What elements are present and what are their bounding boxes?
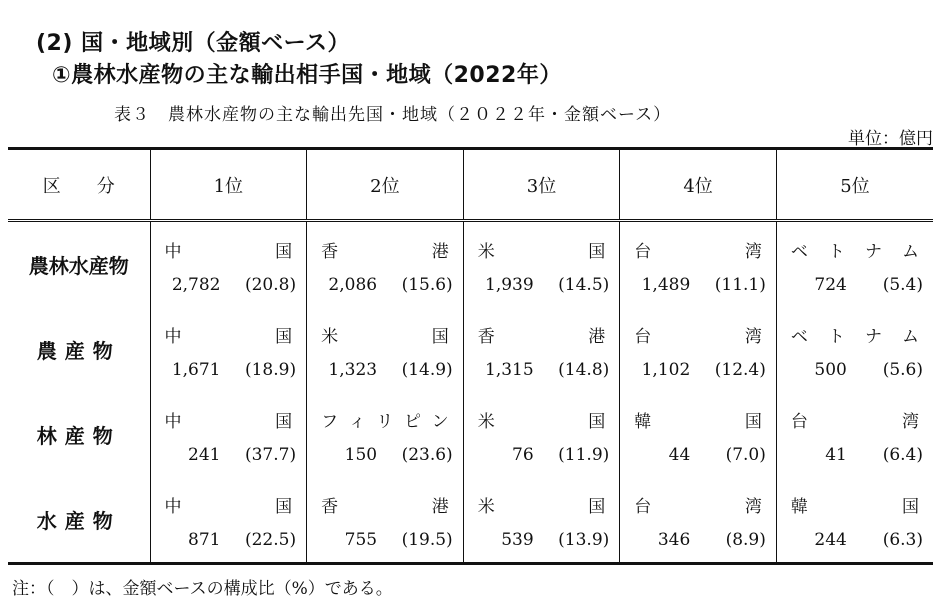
country-name: 香 港 bbox=[477, 327, 606, 347]
rank-cell bbox=[150, 221, 307, 308]
table-caption: 表３ 農林水産物の主な輸出先国・地域（２０２２年・金額ベース） bbox=[114, 105, 672, 125]
rank-cell bbox=[620, 221, 777, 308]
header-rank-5: 5位 bbox=[776, 149, 933, 221]
country-name: 香 港 bbox=[321, 242, 449, 262]
header-rank-1: 1位 bbox=[150, 149, 307, 221]
export-value: 244 bbox=[814, 530, 847, 550]
export-value: 1,489 bbox=[641, 275, 691, 295]
country-name: 台 湾 bbox=[634, 327, 762, 347]
export-value: 1,671 bbox=[171, 360, 221, 380]
export-value: 500 bbox=[814, 360, 847, 380]
share-percent: (6.4) bbox=[882, 445, 923, 465]
row-label: 農産物 bbox=[36, 339, 121, 363]
country-name: 米 国 bbox=[321, 327, 449, 347]
share-percent: (12.4) bbox=[714, 360, 766, 380]
rank-cell bbox=[150, 477, 307, 564]
rank-cell bbox=[307, 307, 464, 392]
rank-cell bbox=[463, 392, 620, 477]
country-name: 米 国 bbox=[477, 412, 606, 432]
row-label: 農林水産物 bbox=[28, 254, 129, 278]
header-rank-3: 3位 bbox=[463, 149, 620, 221]
header-row bbox=[8, 149, 933, 221]
export-value: 2,086 bbox=[328, 275, 378, 295]
table-row bbox=[8, 392, 933, 477]
export-value: 76 bbox=[512, 445, 534, 465]
share-percent: (14.9) bbox=[401, 360, 453, 380]
share-percent: (20.8) bbox=[244, 275, 297, 295]
rank-cell bbox=[150, 392, 307, 477]
rank-cell bbox=[150, 307, 307, 392]
rank-cell bbox=[620, 477, 777, 564]
unit-label: 単位：億円 bbox=[848, 129, 933, 149]
export-value: 1,323 bbox=[328, 360, 378, 380]
export-value: 241 bbox=[188, 445, 221, 465]
subsection-title: ①農林水産物の主な輸出相手国・地域（2022年） bbox=[52, 63, 562, 88]
rank-cell bbox=[776, 307, 933, 392]
country-name: 香 港 bbox=[321, 497, 449, 517]
country-name: 中 国 bbox=[164, 327, 293, 347]
export-value: 1,939 bbox=[485, 275, 534, 295]
rank-cell bbox=[307, 221, 464, 308]
rank-cell bbox=[620, 307, 777, 392]
row-label: 水産物 bbox=[8, 477, 150, 564]
header-rank-4: 4位 bbox=[620, 149, 777, 221]
country-name: 台 湾 bbox=[634, 242, 762, 262]
country-name: 米 国 bbox=[477, 497, 606, 517]
share-percent: (11.1) bbox=[714, 275, 766, 295]
row-label: 林産物 bbox=[36, 424, 121, 448]
country-name: フ ィ リ ピ ン bbox=[321, 412, 449, 432]
country-name: 台 湾 bbox=[634, 497, 762, 517]
table-row bbox=[8, 477, 933, 564]
export-value: 755 bbox=[344, 530, 378, 550]
share-percent: (18.9) bbox=[244, 360, 297, 380]
share-percent: (5.4) bbox=[882, 275, 923, 295]
country-name: 中 国 bbox=[164, 242, 293, 262]
export-value: 871 bbox=[188, 530, 221, 550]
share-percent: (14.8) bbox=[558, 360, 610, 380]
share-percent: (6.3) bbox=[882, 530, 923, 550]
share-percent: (13.9) bbox=[558, 530, 610, 550]
rank-cell bbox=[463, 221, 620, 308]
rank-cell bbox=[307, 477, 464, 564]
export-value: 41 bbox=[825, 445, 847, 465]
share-percent: (23.6) bbox=[401, 445, 453, 465]
country-name: 台 湾 bbox=[790, 412, 919, 432]
footnote: 注：（ ）は、金額ベースの構成比（%）である。 bbox=[12, 579, 393, 599]
export-destinations-table bbox=[8, 147, 933, 565]
rank-cell bbox=[776, 221, 933, 308]
rank-cell bbox=[776, 392, 933, 477]
share-percent: (8.9) bbox=[725, 530, 766, 550]
country-name: 韓 国 bbox=[790, 497, 919, 517]
share-percent: (11.9) bbox=[558, 445, 610, 465]
header-rank-2: 2位 bbox=[307, 149, 464, 221]
share-percent: (5.6) bbox=[882, 360, 923, 380]
share-percent: (7.0) bbox=[725, 445, 766, 465]
export-value: 724 bbox=[814, 275, 847, 295]
share-percent: (22.5) bbox=[244, 530, 297, 550]
export-value: 44 bbox=[668, 445, 691, 465]
export-value: 2,782 bbox=[171, 275, 221, 295]
export-value: 1,315 bbox=[485, 360, 534, 380]
table-row bbox=[8, 221, 933, 308]
share-percent: (14.5) bbox=[558, 275, 610, 295]
export-value: 1,102 bbox=[641, 360, 691, 380]
country-name: 韓 国 bbox=[634, 412, 762, 432]
section-title: (2) 国・地域別（金額ベース） bbox=[36, 31, 350, 56]
rank-cell bbox=[620, 392, 777, 477]
table-row bbox=[8, 307, 933, 392]
share-percent: (37.7) bbox=[244, 445, 297, 465]
export-value: 346 bbox=[657, 530, 691, 550]
export-value: 539 bbox=[501, 530, 534, 550]
rank-cell bbox=[463, 307, 620, 392]
country-name: 中 国 bbox=[164, 497, 293, 517]
header-category: 区 分 bbox=[8, 149, 150, 221]
country-name: 米 国 bbox=[477, 242, 606, 262]
share-percent: (19.5) bbox=[401, 530, 453, 550]
share-percent: (15.6) bbox=[401, 275, 453, 295]
rank-cell bbox=[307, 392, 464, 477]
rank-cell bbox=[776, 477, 933, 564]
export-value: 150 bbox=[344, 445, 378, 465]
country-name: 中 国 bbox=[164, 412, 293, 432]
country-name: ベ ト ナ ム bbox=[790, 327, 919, 347]
country-name: ベ ト ナ ム bbox=[790, 242, 919, 262]
rank-cell bbox=[463, 477, 620, 564]
